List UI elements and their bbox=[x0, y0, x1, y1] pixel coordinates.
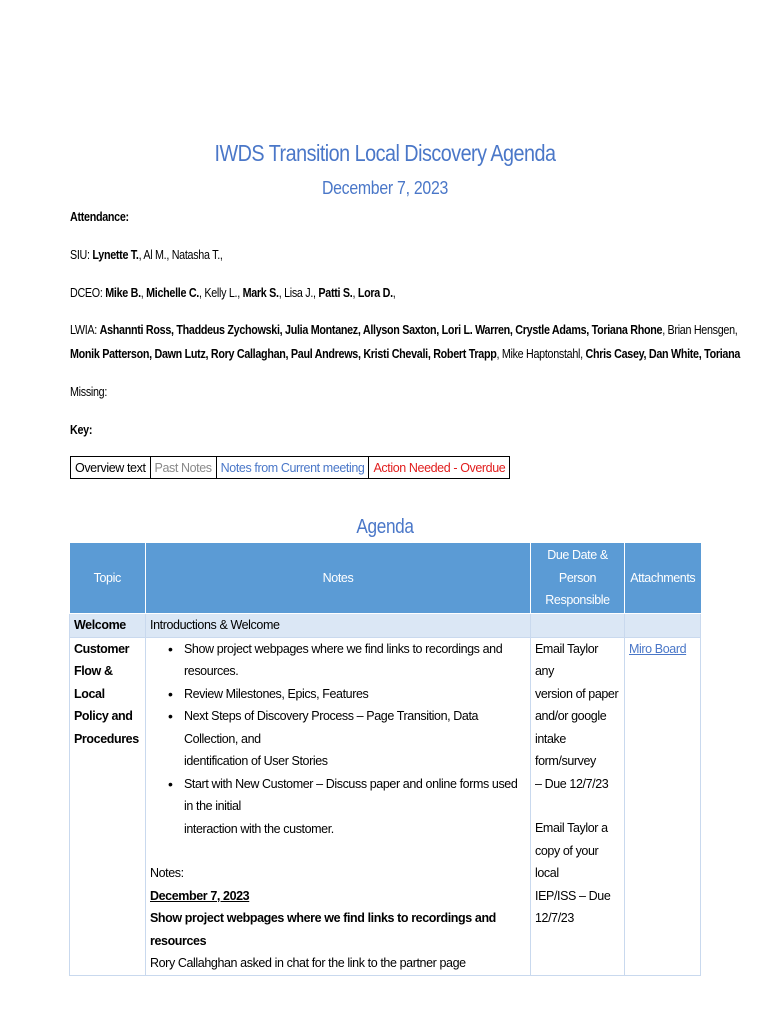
due-line: IEP/ISS – Due bbox=[535, 888, 611, 903]
due-line: intake form/survey bbox=[535, 731, 596, 768]
meeting-notes bbox=[150, 862, 526, 975]
due-line: copy of your local bbox=[535, 843, 599, 880]
list-item bbox=[164, 773, 526, 841]
topic-line: Customer bbox=[74, 641, 130, 656]
key-action-needed: Action Needed - Overdue bbox=[369, 457, 510, 479]
document-date: December 7, 2023 bbox=[321, 178, 449, 198]
bullet-text: Start with New Customer – Discuss paper and online forms used in the initial bbox=[184, 776, 518, 813]
due-customer-flow bbox=[531, 637, 625, 975]
key-current-notes: Notes from Current meeting bbox=[216, 457, 369, 479]
notes-welcome: Introductions & Welcome bbox=[146, 614, 531, 638]
key-overview: Overview text bbox=[71, 457, 151, 479]
list-item bbox=[164, 705, 526, 773]
attachments-welcome bbox=[625, 614, 701, 638]
notes-label: Notes: bbox=[150, 866, 184, 880]
dceo-present-2: Michelle C. bbox=[146, 286, 199, 300]
agenda-table bbox=[69, 543, 701, 976]
dceo-others-2: , Lisa J., bbox=[278, 286, 319, 300]
dceo-sep: , bbox=[140, 286, 147, 300]
table-row bbox=[70, 614, 701, 638]
attendance-label: Attendance: bbox=[70, 210, 129, 224]
column-header-notes: Notes bbox=[146, 543, 531, 614]
dceo-others-1: , Kelly L., bbox=[198, 286, 243, 300]
bullet-text: interaction with the customer. bbox=[184, 821, 334, 836]
dceo-present-4: Patti S. bbox=[318, 286, 353, 300]
topic-customer-flow bbox=[70, 637, 146, 975]
topic-welcome: Welcome bbox=[70, 614, 146, 638]
dceo-present-1: Mike B. bbox=[105, 286, 141, 300]
dceo-present-5: Lora D. bbox=[357, 286, 393, 300]
due-line: Email Taylor any bbox=[535, 641, 599, 678]
list-item: • Review Milestones, Epics, Features bbox=[164, 683, 526, 706]
notes-customer-flow bbox=[146, 637, 531, 975]
lwia-present-1: Ashannti Ross, Thaddeus Zychowski, Julia Montanez, Allyson Saxton, Lori L. Warren, Crystle Adams, Toriana Rhone bbox=[99, 323, 663, 337]
siu-others: , Al M., Natasha T., bbox=[138, 248, 223, 262]
spacer bbox=[535, 795, 620, 817]
column-header-attachments: Attachments bbox=[625, 543, 701, 614]
column-header-due bbox=[531, 543, 625, 614]
due-welcome bbox=[531, 614, 625, 638]
attendance-siu bbox=[70, 248, 223, 262]
dceo-sep: , bbox=[352, 286, 358, 300]
bullet-text: Next Steps of Discovery Process – Page Transition, Data Collection, and bbox=[184, 709, 479, 746]
notes-text: Rory Callahghan asked in chat for the link to the partner page bbox=[150, 956, 466, 970]
lwia-others-2: , Mike Haptonstahl, bbox=[496, 347, 586, 361]
missing-label: Missing: bbox=[70, 385, 108, 399]
column-header-topic: Topic bbox=[70, 543, 146, 614]
key-past-notes: Past Notes bbox=[150, 457, 216, 479]
lwia-present-3: Chris Casey, Dan White, Toriana bbox=[585, 347, 741, 361]
lwia-present-2: Monik Patterson, Dawn Lutz, Rory Callaghan, Paul Andrews, Kristi Chevali, Robert Trapp bbox=[70, 347, 497, 361]
topic-line: Procedures bbox=[74, 731, 139, 746]
key-label: Key: bbox=[70, 423, 93, 437]
lwia-others-1: , Brian Hensgen, bbox=[662, 323, 738, 337]
notes-heading: Show project webpages where we find links to recordings and resources bbox=[150, 911, 496, 948]
list-item: • Show project webpages where we find links to recordings and resources. bbox=[164, 638, 526, 683]
dceo-end: , bbox=[392, 286, 396, 300]
key-legend bbox=[70, 456, 510, 479]
table-row bbox=[70, 637, 701, 975]
topic-line: Policy and bbox=[74, 709, 133, 723]
siu-label: SIU: bbox=[70, 248, 93, 262]
due-header-line: Due Date & bbox=[547, 548, 608, 563]
attendance-lwia-line2 bbox=[70, 347, 740, 361]
due-header-line: Person bbox=[558, 570, 597, 585]
attendance-lwia-line1 bbox=[70, 323, 737, 337]
due-line: version of paper bbox=[535, 686, 619, 701]
dceo-present-3: Mark S. bbox=[242, 286, 279, 300]
agenda-header-row bbox=[70, 543, 701, 614]
due-line: and/or google bbox=[535, 709, 607, 723]
topic-line: Flow & Local bbox=[74, 664, 113, 701]
due-line: – Due 12/7/23 bbox=[535, 776, 609, 791]
due-header-line: Responsible bbox=[545, 593, 610, 608]
siu-present: Lynette T. bbox=[92, 248, 139, 262]
bullet-text: identification of User Stories bbox=[184, 754, 328, 768]
attachments-customer-flow bbox=[625, 637, 701, 975]
notes-date: December 7, 2023 bbox=[150, 888, 250, 903]
lwia-label: LWIA: bbox=[70, 323, 100, 337]
agenda-heading: Agenda bbox=[356, 516, 414, 538]
attendance-dceo bbox=[70, 286, 395, 300]
agenda-bullet-list bbox=[150, 638, 526, 841]
dceo-label: DCEO: bbox=[70, 286, 106, 300]
document-title: IWDS Transition Local Discovery Agenda bbox=[214, 140, 556, 166]
due-line: Email Taylor a bbox=[535, 821, 608, 835]
due-line: 12/7/23 bbox=[535, 911, 574, 925]
miro-board-link[interactable]: Miro Board bbox=[629, 641, 687, 656]
